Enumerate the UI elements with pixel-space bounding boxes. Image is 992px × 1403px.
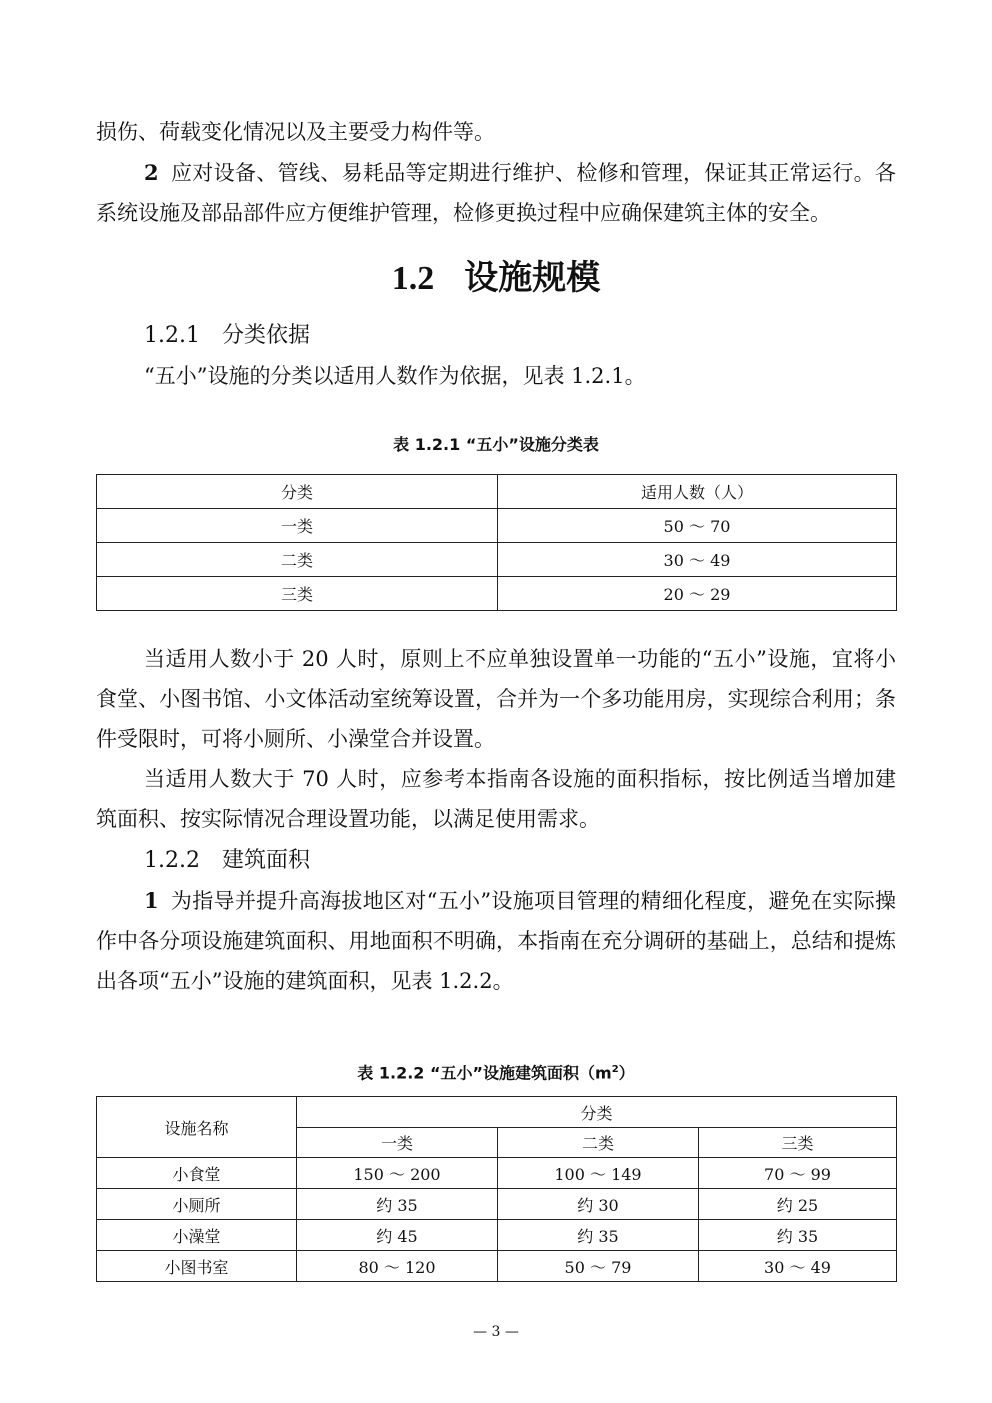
table-row bbox=[97, 1251, 897, 1282]
table-header-cell: 分类 bbox=[97, 475, 498, 509]
paragraph-basis bbox=[96, 356, 896, 396]
table-row bbox=[97, 543, 897, 577]
section-number: 1.2 bbox=[391, 260, 435, 297]
table1-caption: 表 1.2.1 “五小”设施分类表 bbox=[393, 435, 599, 454]
paragraph-text: 应对设备、管线、易耗品等定期进行维护、检修和管理，保证其正常运行。各系统设施及部品部件应方便维护管理，检修更换过程中应确保建筑主体的安全。 bbox=[96, 161, 896, 225]
table-header-cell: 分类 bbox=[297, 1097, 897, 1128]
table-cell: 小澡堂 bbox=[97, 1220, 297, 1251]
caption-text-end: ） bbox=[618, 1063, 635, 1083]
caption-text: 表 1.2.2 “五小”设施建筑面积（m bbox=[357, 1063, 612, 1083]
table-cell: 二类 bbox=[97, 543, 498, 577]
section-heading bbox=[96, 256, 896, 301]
table-cell: 约 45 bbox=[297, 1220, 498, 1251]
table-cell: 约 35 bbox=[699, 1220, 897, 1251]
table-cell: 约 35 bbox=[498, 1220, 699, 1251]
area-table bbox=[96, 1096, 897, 1282]
table-row bbox=[97, 509, 897, 543]
table-header-row bbox=[97, 475, 897, 509]
table-header-cell: 一类 bbox=[297, 1128, 498, 1158]
table-cell: 150 ～ 200 bbox=[297, 1158, 498, 1189]
table-header-cell: 设施名称 bbox=[97, 1097, 297, 1158]
page-number: — 3 — bbox=[473, 1324, 519, 1340]
item-number: 1 bbox=[144, 888, 159, 913]
table-cell: 20 ～ 29 bbox=[498, 577, 897, 611]
paragraph-large-count bbox=[96, 759, 896, 839]
subsection-title: 建筑面积 bbox=[221, 848, 310, 873]
table-cell: 三类 bbox=[97, 577, 498, 611]
table-row bbox=[97, 577, 897, 611]
table-row bbox=[97, 1158, 897, 1189]
table-cell: 80 ～ 120 bbox=[297, 1251, 498, 1282]
classification-table bbox=[96, 474, 897, 611]
table-header-cell: 二类 bbox=[498, 1128, 699, 1158]
paragraph-text: 当适用人数小于 20 人时，原则上不应单独设置单一功能的“五小”设施，宜将小食堂、小图书馆、小文体活动室统筹设置，合并为一个多功能用房，实现综合利用；条件受限时，可将小厕所、小澡堂合并设置。 bbox=[96, 647, 896, 751]
paragraph-small-count bbox=[96, 639, 896, 759]
paragraph-item-1 bbox=[96, 881, 896, 1001]
table-row bbox=[97, 1189, 897, 1220]
paragraph-item-2 bbox=[96, 153, 896, 233]
subsection-number: 1.2.1 bbox=[144, 323, 200, 348]
table-cell: 约 35 bbox=[297, 1189, 498, 1220]
table-cell: 约 25 bbox=[699, 1189, 897, 1220]
table-header-row bbox=[97, 1097, 897, 1128]
paragraph-text: 为指导并提升高海拔地区对“五小”设施项目管理的精细化程度，避免在实际操作中各分项设施建筑面积、用地面积不明确，本指南在充分调研的基础上，总结和提炼出各项“五小”设施的建筑面积，见表 1.2.2。 bbox=[96, 889, 896, 993]
table-cell: 30 ～ 49 bbox=[498, 543, 897, 577]
paragraph-text: 损伤、荷载变化情况以及主要受力构件等。 bbox=[96, 120, 495, 144]
subsection-heading-2 bbox=[144, 843, 310, 879]
table-header-cell: 适用人数（人） bbox=[498, 475, 897, 509]
item-number: 2 bbox=[144, 160, 159, 185]
table-row bbox=[97, 1220, 897, 1251]
table-cell: 约 30 bbox=[498, 1189, 699, 1220]
table-cell: 一类 bbox=[97, 509, 498, 543]
table-cell: 100 ～ 149 bbox=[498, 1158, 699, 1189]
table-cell: 小食堂 bbox=[97, 1158, 297, 1189]
caption-superscript: 2 bbox=[611, 1064, 619, 1075]
table-cell: 50 ～ 70 bbox=[498, 509, 897, 543]
subsection-title: 分类依据 bbox=[221, 323, 310, 348]
table2-caption bbox=[96, 1058, 896, 1085]
paragraph-text: 当适用人数大于 70 人时，应参考本指南各设施的面积指标，按比例适当增加建筑面积、按实际情况合理设置功能，以满足使用需求。 bbox=[96, 767, 896, 831]
table-cell: 70 ～ 99 bbox=[699, 1158, 897, 1189]
table-cell: 小图书室 bbox=[97, 1251, 297, 1282]
paragraph-continued bbox=[96, 112, 896, 152]
section-title: 设施规模 bbox=[464, 258, 601, 298]
paragraph-text: “五小”设施的分类以适用人数作为依据，见表 1.2.1。 bbox=[144, 364, 646, 388]
table-cell: 30 ～ 49 bbox=[699, 1251, 897, 1282]
table-cell: 50 ～ 79 bbox=[498, 1251, 699, 1282]
table-header-cell: 三类 bbox=[699, 1128, 897, 1158]
table-cell: 小厕所 bbox=[97, 1189, 297, 1220]
subsection-number: 1.2.2 bbox=[144, 848, 200, 873]
subsection-heading-1 bbox=[144, 318, 310, 354]
